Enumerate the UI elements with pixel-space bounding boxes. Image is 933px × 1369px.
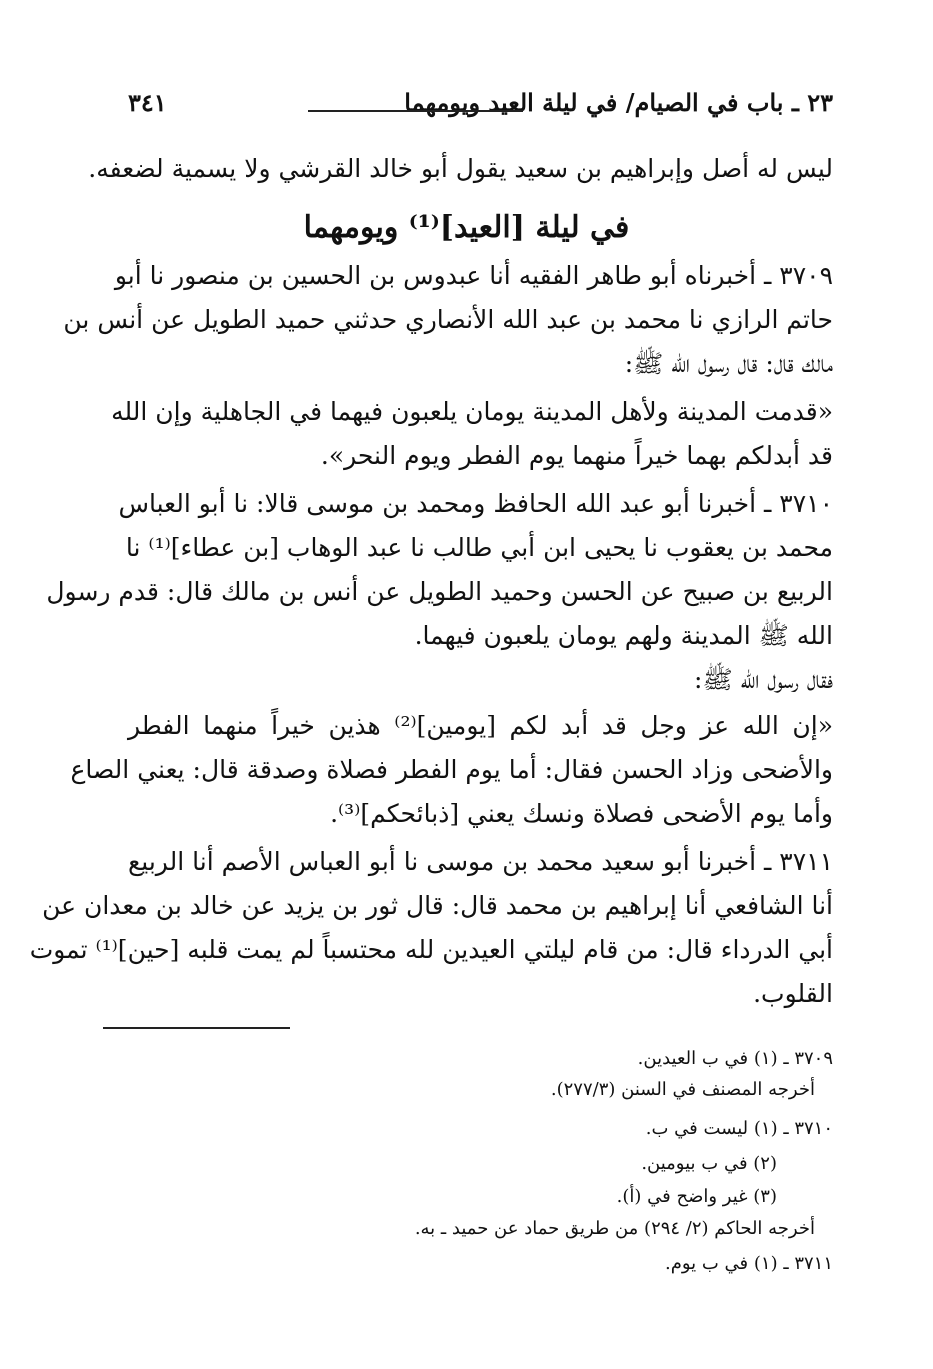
footnote-rule <box>103 1027 290 1029</box>
header-title: ٢٣ ـ باب في الصيام/ في ليلة العيد ويومهما <box>404 88 833 117</box>
page-number: ٣٤١ <box>128 88 167 117</box>
footnote: ٣٧١٠ ـ (١) ليست في ب. <box>645 1118 833 1139</box>
text-line: ٣٧٠٩ ـ أخبرناه أبو طاهر الفقيه أنا عبدوس بن الحسين بن منصور نا أبو <box>114 261 833 290</box>
footnote: أخرجه الحاكم (٢/ ٢٩٤) من طريق حماد عن حميد ـ به. <box>414 1218 815 1239</box>
footnote: أخرجه المصنف في السنن (٢٧٧/٣). <box>550 1079 815 1100</box>
text-line: الله ﷺ المدينة ولهم يومان يلعبون فيهما. <box>414 621 833 650</box>
text-line: أنا الشافعي أنا إبراهيم بن محمد قال: قال ثور بن يزيد عن خالد بن معدان عن <box>42 891 833 920</box>
text-line: والأضحى وزاد الحسن فقال: أما يوم الفطر فصلاة وصدقة قال: يعني الصاع <box>70 755 833 784</box>
text-line: حاتم الرازي نا محمد بن عبد الله الأنصاري حدثني حميد الطويل عن أنس بن <box>63 305 833 334</box>
text-line: محمد بن يعقوب نا يحيى ابن أبي طالب نا عبد الوهاب [بن عطاء]⁽¹⁾ نا <box>125 533 833 562</box>
text-line: قد أبدلكم بهما خيراً منهما يوم الفطر ويوم النحر». <box>320 441 833 470</box>
text-line: فقال رسول الله ﷺ: <box>694 665 833 694</box>
footnote: (٢) في ب بيومين. <box>641 1153 777 1174</box>
footnote: ٣٧١١ ـ (١) في ب يوم. <box>664 1253 833 1274</box>
text-line: ليس له أصل وإبراهيم بن سعيد يقول أبو خالد القرشي ولا يسمية لضعفه. <box>88 154 833 183</box>
text-line: «قدمت المدينة ولأهل المدينة يومان يلعبون فيهما في الجاهلية وإن الله <box>111 397 833 426</box>
text-line: الربيع بن صبيح عن الحسن وحميد الطويل عن أنس بن مالك قال: قدم رسول <box>46 577 833 606</box>
header-rule <box>308 110 523 112</box>
text-line: «إن الله عز وجل قد أبد لكم [يومين]⁽²⁾ هذين خيراً منهما الفطر <box>128 711 834 740</box>
text-line: ٣٧١٠ ـ أخبرنا أبو عبد الله الحافظ ومحمد بن موسى قالا: نا أبو العباس <box>118 489 833 518</box>
section-heading: في ليلة [العيد]⁽¹⁾ ويومهما <box>303 210 630 245</box>
text-line: أبي الدرداء قال: من قام ليلتي العيدين لله محتسباً لم يمت قلبه [حين]⁽¹⁾ تموت <box>29 935 833 964</box>
text-line: وأما يوم الأضحى فصلاة ونسك يعني [ذبائحكم]⁽³⁾. <box>330 799 833 828</box>
text-line: القلوب. <box>753 979 833 1008</box>
text-line: مالك قال: قال رسول الله ﷺ: <box>624 349 833 378</box>
footnote: ٣٧٠٩ ـ (١) في ب العيدين. <box>637 1048 833 1069</box>
running-header <box>128 88 833 128</box>
footnote: (٣) غير واضح في (أ). <box>616 1186 777 1207</box>
text-line: ٣٧١١ ـ أخبرنا أبو سعيد محمد بن موسى نا أبو العباس الأصم أنا الربيع <box>128 847 833 876</box>
